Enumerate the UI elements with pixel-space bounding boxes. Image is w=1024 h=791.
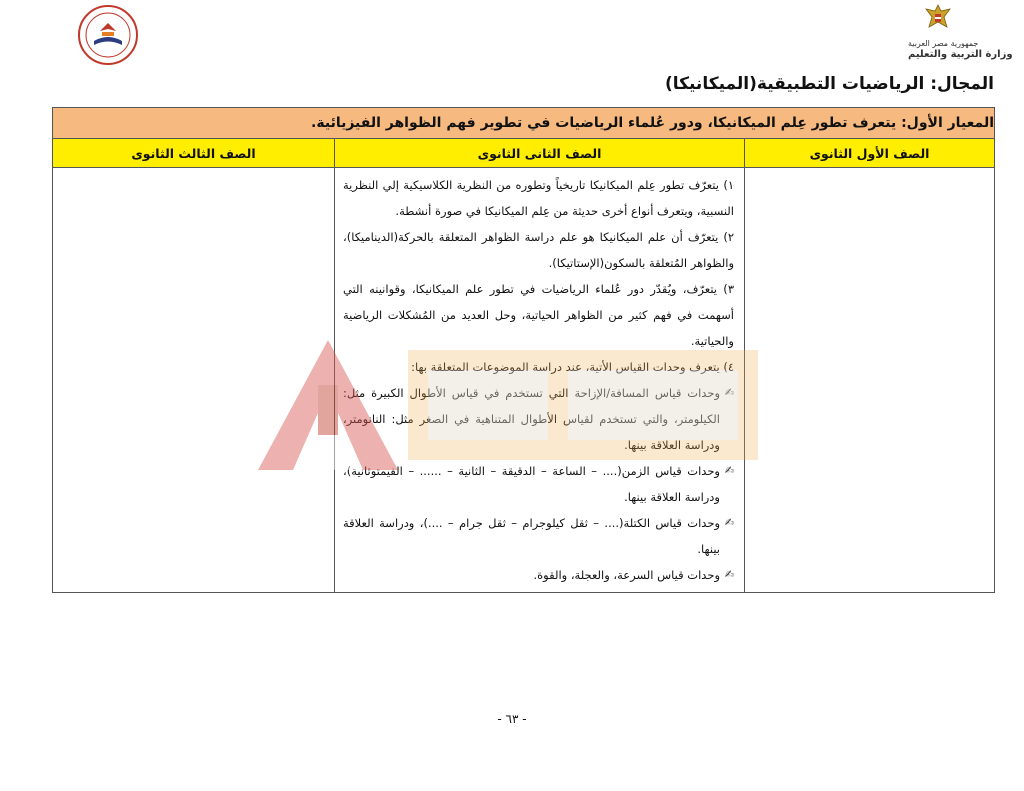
bullet-text: وحدات قياس المسافة/الإزاحة التي تستخدم في قياس الأطوال الكبيرة مثل: الكيلومتر، والتي تستخدم لقياس الأطوال المتناهية في الصغر مثل: النانومتر، ودراسة العلاقة بينها. bbox=[343, 386, 720, 452]
grade-third-cell bbox=[53, 168, 335, 593]
standard-row bbox=[53, 108, 995, 139]
units-bullet-2 bbox=[343, 458, 734, 510]
pen-icon: ✍ bbox=[724, 386, 734, 399]
standards-table bbox=[52, 107, 995, 593]
grade-first-cell bbox=[745, 168, 995, 593]
ministry-script: وزارة التربية والتعليم bbox=[908, 49, 1013, 60]
grade-second-header: الصف الثانى الثانوى bbox=[335, 139, 745, 168]
outcome-item-4: ٤) يتعرف وحدات القياس الأتية، عند دراسة الموضوعات المتعلقة بها: bbox=[411, 360, 734, 374]
outcome-item-3: ٣) يتعرّف، ويُقدّر دور عُلماء الرياضيات في تطور علم الميكانيكا، وقوانينه التي أسهمت في فهم كثير من الظواهر الحياتية، وحل العديد من المُشكلات الرياضية والحياتية. bbox=[343, 282, 734, 348]
content-row bbox=[53, 168, 995, 593]
grade-header-row bbox=[53, 139, 995, 168]
ministry-logo bbox=[908, 3, 1013, 63]
grade-first-header: الصف الأول الثانوى bbox=[745, 139, 995, 168]
education-center-logo-icon bbox=[76, 3, 140, 67]
bullet-text: وحدات قياس السرعة، والعجلة، والقوة. bbox=[533, 568, 720, 582]
grade-third-header: الصف الثالث الثانوى bbox=[53, 139, 335, 168]
bullet-text: وحدات قياس الزمن(.... – الساعة – الدقيقة – الثانية – ...... – الفيمتوثانية)، ودراسة العلاقة بينها. bbox=[343, 464, 720, 504]
domain-title: المجال: الرياضيات التطبيقية(الميكانيكا) bbox=[664, 74, 994, 94]
units-bullet-3 bbox=[343, 510, 734, 562]
outcome-item-1: ١) يتعرّف تطور عِلم الميكانيكا تاريخياً وتطوره من النظرية الكلاسيكية إلي النظرية النسبية، ويتعرف أنواع أخرى حديثة من عِلم الميكانيكا في صورة أنشطة. bbox=[343, 178, 734, 218]
pen-icon: ✍ bbox=[724, 516, 734, 529]
units-bullet-4 bbox=[343, 562, 734, 588]
pen-icon: ✍ bbox=[724, 464, 734, 477]
grade-second-content bbox=[335, 168, 744, 592]
outcome-item-2: ٢) يتعرّف أن علم الميكانيكا هو علم دراسة الظواهر المتعلقة بالحركة(الديناميكا)، والظواهر المُتعلقة بالسكون(الإستاتيكا). bbox=[343, 230, 734, 270]
pen-icon: ✍ bbox=[724, 568, 734, 581]
page-number: - ٦٣ - bbox=[497, 712, 527, 726]
grade-second-cell bbox=[335, 168, 745, 593]
bullet-text: وحدات قياس الكتلة(.... – ثقل كيلوجرام – ثقل جرام – ....)، ودراسة العلاقة بينها. bbox=[343, 516, 720, 556]
ministry-caption: جمهورية مصر العربية bbox=[908, 39, 979, 48]
egypt-eagle-emblem-icon bbox=[923, 3, 953, 33]
units-bullet-1 bbox=[343, 380, 734, 458]
standard-text: المعيار الأول: يتعرف تطور عِلم الميكانيكا، ودور عُلماء الرياضيات في تطوير فهم الظواهر الفيزيائية. bbox=[53, 108, 995, 139]
education-center-logo bbox=[76, 3, 140, 67]
